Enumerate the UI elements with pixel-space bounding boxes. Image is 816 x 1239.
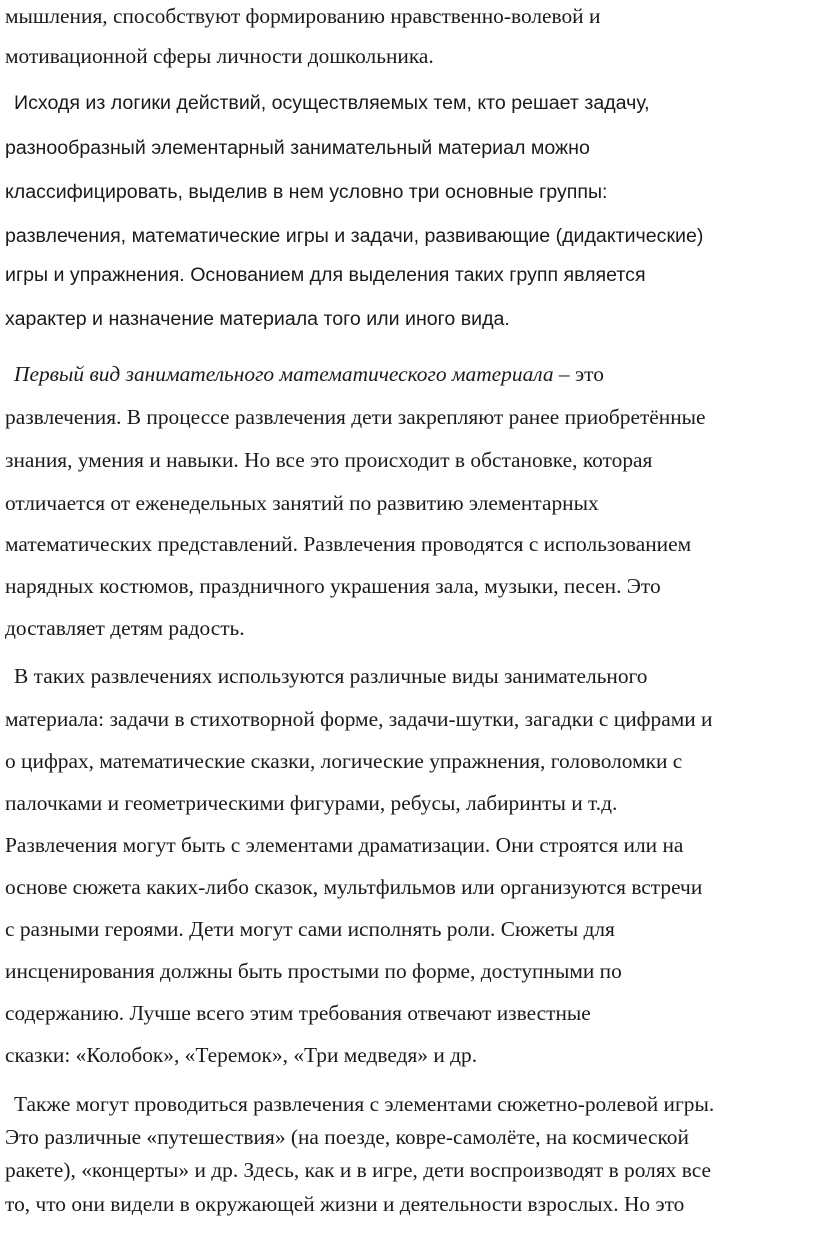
text-line: содержанию. Лучше всего этим требования отвечают известные — [5, 1001, 591, 1025]
text-line: отличается от еженедельных занятий по развитию элементарных — [5, 491, 599, 515]
text-line: палочками и геометрическими фигурами, ребусы, лабиринты и т.д. — [5, 791, 618, 815]
text-line: развлечения, математические игры и задачи, развивающие (дидактические) — [5, 225, 704, 247]
text-line: ракете), «концерты» и др. Здесь, как и в игре, дети воспроизводят в ролях все — [5, 1158, 711, 1182]
text-line: с разными героями. Дети могут сами исполнять роли. Сюжеты для — [5, 917, 615, 941]
text-line: Исходя из логики действий, осуществляемых тем, кто решает задачу, — [14, 92, 650, 114]
text-line: математических представлений. Развлечения проводятся с использованием — [5, 532, 692, 556]
text-line: нарядных костюмов, праздничного украшения зала, музыки, песен. Это — [5, 574, 661, 598]
text-run: – это — [553, 362, 604, 386]
text-line: мотивационной сферы личности дошкольника. — [5, 44, 434, 68]
text-line: игры и упражнения. Основанием для выделения таких групп является — [5, 264, 646, 286]
text-line: Развлечения могут быть с элементами драматизации. Они строятся или на — [5, 833, 684, 857]
text-line: развлечения. В процессе развлечения дети закрепляют ранее приобретённые — [5, 405, 706, 429]
text-line: инсценирования должны быть простыми по форме, доступными по — [5, 959, 622, 983]
text-line: Это различные «путешествия» (на поезде, ковре-самолёте, на космической — [5, 1125, 689, 1149]
text-line: Также могут проводиться развлечения с элементами сюжетно-ролевой игры. — [14, 1092, 715, 1116]
text-line: основе сюжета каких-либо сказок, мультфильмов или организуются встречи — [5, 875, 703, 899]
text-line: то, что они видели в окружающей жизни и деятельности взрослых. Но это — [5, 1192, 685, 1216]
text-line: В таких развлечениях используются различные виды занимательного — [14, 664, 648, 688]
text-line: характер и назначение материала того или иного вида. — [5, 308, 510, 330]
text-line: о цифрах, математические сказки, логические упражнения, головоломки с — [5, 749, 683, 773]
text-line: доставляет детям радость. — [5, 616, 245, 640]
text-line: классифицировать, выделив в нем условно три основные группы: — [5, 181, 608, 203]
text-line: мышления, способствуют формированию нравственно-волевой и — [5, 4, 601, 28]
italic-term: Первый вид занимательного математического материала — [14, 362, 554, 386]
text-line: сказки: «Колобок», «Теремок», «Три медведя» и др. — [5, 1043, 478, 1067]
text-line: разнообразный элементарный занимательный материал можно — [5, 137, 590, 159]
text-line: материала: задачи в стихотворной форме, задачи-шутки, загадки с цифрами и — [5, 707, 713, 731]
text-line: знания, умения и навыки. Но все это происходит в обстановке, которая — [5, 448, 653, 472]
text-line — [14, 362, 604, 387]
